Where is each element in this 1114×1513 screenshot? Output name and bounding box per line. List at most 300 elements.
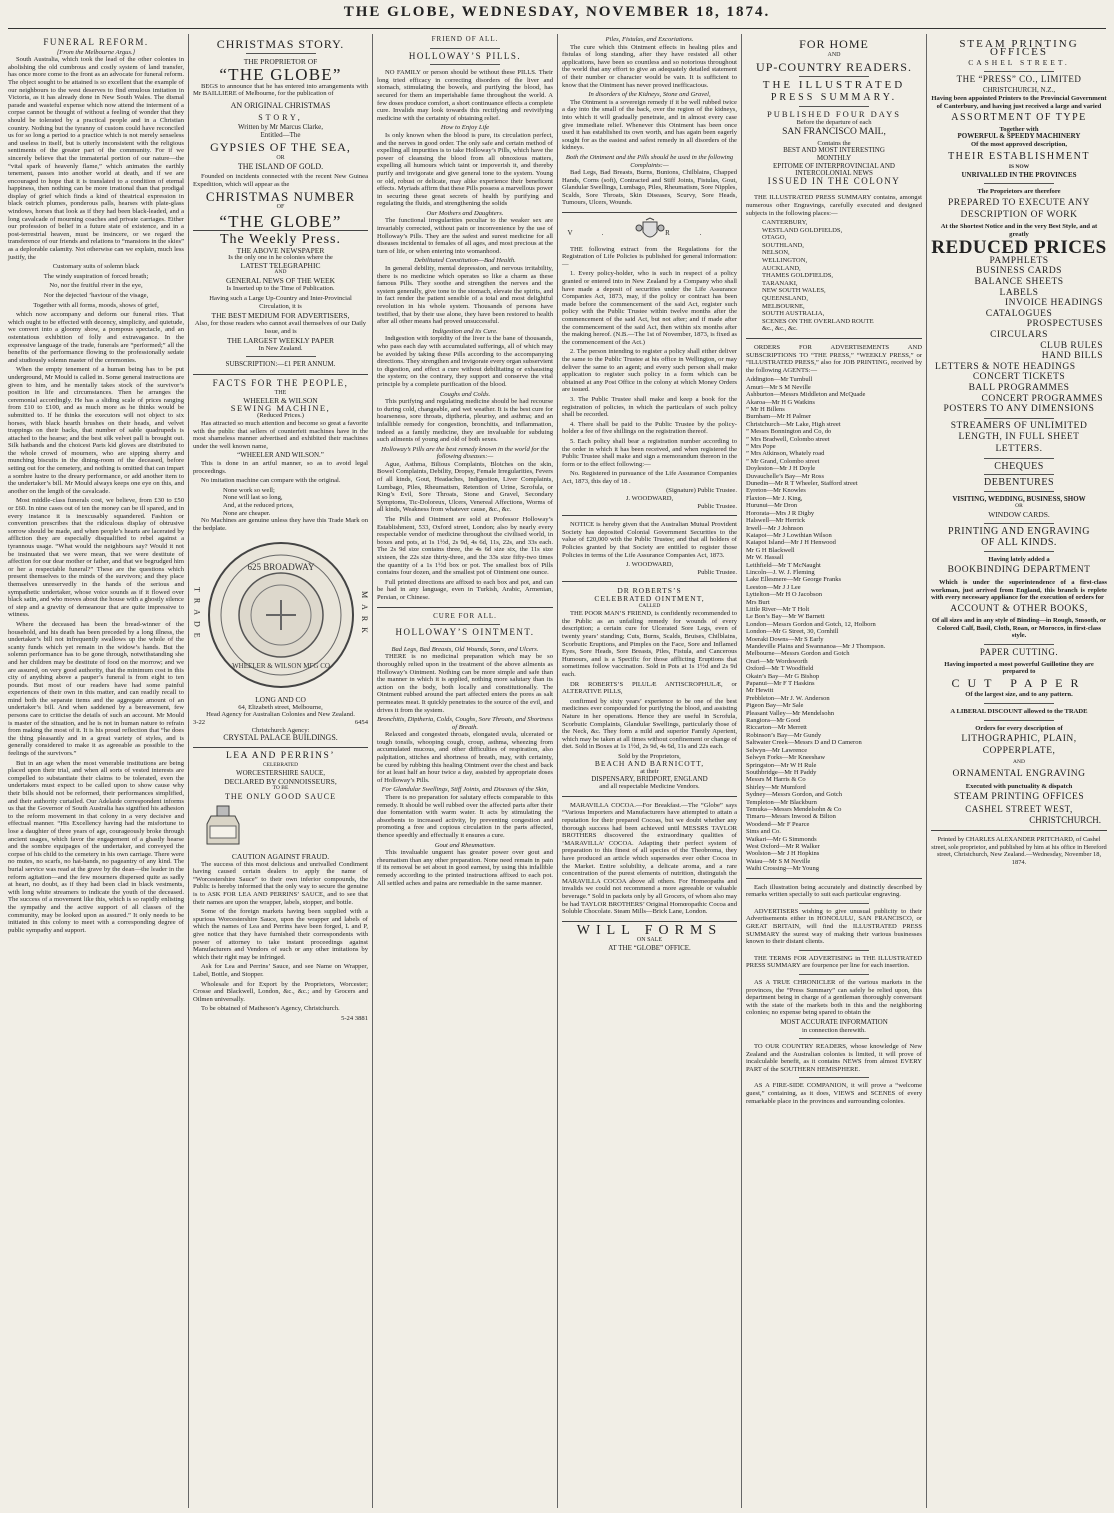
- job-item: CLUB RULES: [1040, 340, 1103, 351]
- ad-line: J. WOODWARD,: [625, 495, 674, 503]
- agent-item: Woodend—Mr F Pearce: [746, 820, 810, 828]
- ad-subheading: Debilitated Constitution—Bad Health.: [414, 257, 516, 265]
- divider: [799, 1038, 869, 1039]
- ad-line: WINDOW CARDS.: [988, 509, 1050, 519]
- verse-line: The windy suspiration of forced breath;: [43, 272, 149, 280]
- ad-text: THE TERMS FOR ADVERTISING in THE ILLUSTRATED PRESS SUMMARY are fourpence per line for each insertion.: [746, 954, 922, 970]
- ad-heading: HOLLOWAY’S OINTMENT.: [395, 627, 535, 638]
- divider: [984, 183, 1054, 184]
- agent-item: Woolston—Mr J H Hopkins: [746, 850, 820, 858]
- agent-item: Shirley—Mr Mumford: [746, 783, 806, 791]
- column-funeral-reform: [8, 36, 184, 1506]
- ad-line: Before the departure of each: [796, 118, 872, 126]
- job-list: [931, 255, 1107, 415]
- ad-text: To be obtained of Matheson’s Agency, Christchurch.: [201, 1005, 340, 1013]
- ad-text: THE ILLUSTRATED PRESS SUMMARY contains, amongst numerous other Engravings, carefully executed and designed subjects in the following places:—: [746, 194, 922, 217]
- ad-text: The Ointment is a sovereign remedy if it be well rubbed twice a day into the small of the back, over the region of the kidneys, into which it will gradually penetrate, and in almost every case give immediate relief. Whenever this Ointment has been once used it has established its own worth, and has again been eagerly sought for as the easiest and safest remedy in all disorders of the kidneys.: [562, 98, 737, 152]
- agent-item: Doyleston—Mr J H Doyle: [746, 465, 816, 473]
- verse-line: And, at the reduced prices,: [223, 501, 294, 509]
- verse-line: Nor the dejected ’haviour of the visage,: [43, 292, 149, 299]
- agent-item: ” Messrs Bonnington and Co, do: [746, 428, 832, 436]
- ad-text: 2. The person intending to register a policy shall either deliver the same to the Public Trustee at his office in Wellington, or may deliver the same to an agent; and every such person shall make application to register such policy in a form which can be obtained at any Post Office in the colony at which Money Orders are issued.: [562, 348, 737, 394]
- ad-line: MOST ACCURATE INFORMATION: [780, 1017, 888, 1026]
- ad-text: Full printed directions are affixed to each box and pot, and can be had in any language, even in Turkish, Arabic, Armenian, Persian, or Chinese.: [377, 578, 553, 601]
- ad-heading: CASHEL STREET WEST,: [965, 803, 1073, 814]
- ad-line: CAUTION AGAINST FRAUD.: [231, 852, 330, 861]
- agent-item: Little River—Mr T Holt: [746, 605, 810, 613]
- ad-heading: FOR HOME: [799, 37, 869, 51]
- printer-imprint: Printed by CHARLES ALEXANDER PRITCHARD, of Cashel street, sole proprietor, and published by him at his office in Hereford street, Christchurch, New Zealand.—Wednesday, November 18, 1874.: [931, 835, 1107, 866]
- ad-subheading: Piles, Fistulas, and Excoriations.: [605, 36, 694, 43]
- divider: [799, 903, 869, 904]
- agent-item: Christchurch—Mr Lake, High street: [746, 420, 841, 428]
- divider: [984, 644, 1054, 645]
- article-paragraph: South Australia, which took the lead of the other colonies in abolishing the old cumbrous and costly system of land transfer, has once more come to the front as an advocate for funeral reform. The object sought to be attained is so excellent that the example of our neighbours to the west deserves to find emulous imitation in Victoria, as it has already done in New South Wales. The dismal parade and wasteful expense which now attend the interment of a corpse cannot be thought of without a feeling of wonder that they should be tolerated by a practical people and in a Christian country. Nothing but the tyranny of custom could have reconciled us for so long a period to a practice which is not merely senseless and useless in itself, but is utterly inconsistent with the religious sentiments of the greater part of the community. For if we sincerely believe that the immaterial portion of our nature—the “vital spark of heavenly flame,” which animates the earthly tenement, passes into another world at death, and if we are encouraged to hope that it is translated to a condition of eternal happiness, then nothing can be more irrational than that prodigal display of grief which finds a kind of theatrical expression in black ostrich plumes, ponderous palls, hearses with plate-glass windows, horses that look as if they had been black-leaded, and a long cavalcade of mourning coaches and private carriages. Either our profession of belief in a future state of existence, and in a post-terrestrial heaven, must be insincere, or we regard the transference of our friends and relations to “mansions in the skies” as a deplorable calamity. Not otherwise can we explain, much less justify, the: [8, 56, 184, 261]
- ad-text: Which is under the superintendence of a first-class workman, just arrived from England, this branch is replete with every necessary appliance for the execution of orders for: [931, 578, 1107, 602]
- ad-line: Christchurch Agency:: [251, 726, 310, 734]
- ad-line: SUBSCRIPTION:—£1 PER ANNUM.: [225, 360, 336, 369]
- ad-subheading: Bronchitis, Diptheria, Colds, Coughs, Sore Throats, and Shortness of Breath.: [377, 716, 553, 731]
- ad-line: UNRIVALLED IN THE PROVINCES: [961, 170, 1077, 179]
- agent-item: London—Mr G Street, 30, Cornhill: [746, 628, 839, 636]
- ad-text: NOTICE is hereby given that the Australian Mutual Provident Society has deposited Colonial Government Securities to the value of £20,000 with the Public Trustee; and that all holders of Policies granted by that Society are entitled to register those Policies in terms of the Life Assurance Companies Act, 1873.: [562, 521, 737, 559]
- ad-heading: FACTS FOR THE PEOPLE,: [212, 378, 349, 388]
- ad-ref-row: [193, 719, 368, 727]
- ad-text: No imitation machine can compare with the original.: [201, 477, 341, 485]
- place-item: SCENES ON THE OVERLAND ROUTE: [762, 317, 874, 325]
- ad-text: The functional irregularities peculiar to the weaker sex are invariably corrected, without pain or inconvenience by the use of Holloway’s Pills. They are the safest and surest medicine for all diseases incidental to females of all ages, and most precious at the turn of life, or when entering into womanhood.: [377, 217, 553, 255]
- agent-item: Prebbleton—Mr J. W. Anderson: [746, 694, 830, 702]
- ad-line: Head Agency for Australian Colonies and New Zealand.: [206, 711, 355, 719]
- ad-heading: REDUCED PRICES: [931, 237, 1107, 259]
- ad-text: Ask for Lea and Perrins’ Sauce, and see Name on Wrapper, Label, Bottle, and Stopper.: [193, 963, 368, 978]
- divider: [562, 212, 737, 213]
- column-christmas-story: [193, 36, 368, 1506]
- agent-item: Dunedin—Mr R T Wheeler, Stafford street: [746, 480, 858, 488]
- ad-line: BEST AND MOST INTERESTING: [783, 146, 885, 155]
- ad-line: J. WOODWARD,: [625, 561, 674, 569]
- divider: [799, 950, 869, 951]
- ad-text: THE POOR MAN’S FRIEND, is confidently recommended to the Public as an unfailing remedy for wounds of every description; a certain cure for Ulcerated Sore Legs, even of twenty years’ standing; Cuts, Burns, Scalds, Bruises, Chilblains, Scorbutic Eruptions, and Pimples on the Face, Sore and Inflamed Eyes, Sore Heads, Sore Breasts, Piles, Fistula, and Cancerous Humours, and is a Specific for those afflicting Eruptions that sometimes follow vaccination. Sold in Pots at 1s 1½d and 2s 9d each.: [562, 610, 737, 678]
- ad-line: GENERAL NEWS OF THE WEEK: [225, 276, 336, 286]
- ad-line: “WHEELER AND WILSON.”: [237, 451, 324, 460]
- ad-heading: PRESS SUMMARY.: [770, 92, 898, 104]
- ad-subheading: Coughs and Colds.: [439, 390, 491, 398]
- agent-item: Irwell—Mr J Johnson: [746, 524, 804, 532]
- ad-line: Executed with punctuality & dispatch: [965, 782, 1073, 790]
- divider: [984, 551, 1054, 552]
- ad-line: VISITING, WEDDING, BUSINESS, SHOW: [952, 494, 1086, 503]
- ad-line: WORCESTERSHIRE SAUCE,: [235, 769, 326, 778]
- divider: [193, 374, 368, 375]
- agent-item: Sydney—Messrs Gordon, and Gotch: [746, 791, 843, 799]
- ad-text: confirmed by sixty years’ experience to be one of the best medicines ever compounded for purifying the blood, and assisting Nature in her operations. Hence they are useful in Scrofula, Scorbutic Complaints, Glandular Swellings, particularly those of the Neck, &c. They form a mild and superior Family Aperient, which may be taken at all times without confinement or change of diet. Sold in Boxes at 1s 1½d, 2s 9d, 4s 6d, 11s and 22s each.: [562, 697, 737, 751]
- column-divider: [741, 34, 742, 1508]
- ad-line: EPITOME OF INTERPROVINCIAL AND: [773, 161, 895, 170]
- ad-line: CELEBRATED: [262, 762, 299, 769]
- divider: [931, 830, 1107, 831]
- agent-item: Moeraki Downs—Mr S Early: [746, 635, 824, 643]
- ad-heading: “THE GLOBE”: [219, 211, 342, 231]
- divider: [799, 106, 869, 107]
- ad-heading: CHRISTMAS NUMBER: [205, 189, 356, 205]
- agent-item: Selwyn Forks—Mr Kneeshaw: [746, 754, 826, 762]
- verse-line: None will last so long,: [223, 494, 283, 502]
- ad-line: 64, Elizabeth street, Melbourne,: [238, 703, 323, 711]
- job-item: CATALOGUES: [985, 308, 1053, 319]
- ad-heading: DEBENTURES: [984, 477, 1054, 489]
- agent-item: Lyttelton—Mr H O Jacobson: [746, 591, 823, 599]
- ad-heading: STREAMERS OF UNLIMITED: [950, 420, 1088, 431]
- ad-heading: THE “PRESS” CO., LIMITED: [956, 73, 1082, 84]
- trade-mark-seal-icon: [206, 540, 356, 690]
- place-item: NEW SOUTH WALES,: [762, 287, 826, 295]
- place-item: AUCKLAND,: [762, 264, 801, 272]
- ad-line: CHRISTCHURCH, N.Z.,: [982, 86, 1056, 95]
- ad-line: TO BE: [272, 785, 289, 792]
- place-item: SOUTH AUSTRALIA,: [762, 310, 825, 318]
- ad-text: There is no preparation for salutary effects comparable to this remedy. It should be well rubbed over the affected parts after their due fomentation with warm water. It acts by stimulating the absorbents to increased activity, by preventing congestion and promoting a free and copious circulation in the parts affected, thence speedily and effectually it ensures a cure.: [377, 794, 553, 839]
- ad-line: PUBLISHED FOUR DAYS: [766, 108, 902, 119]
- ad-line: CALLED: [638, 602, 661, 609]
- agent-item: ” Mr H Billens: [746, 406, 785, 413]
- ad-text: Wholesale and for Export by the Proprietors, Worcester; Crosse and Blackwell, London, &c., &c.; and by Grocers and Oilmen universally.: [193, 980, 368, 1003]
- agent-item: Messrs M Harris & Co: [746, 776, 806, 784]
- ad-line: CURE FOR ALL.: [433, 611, 497, 620]
- ad-line: At the Shortest Notice and in the very Best Style, and at greatly: [940, 223, 1098, 238]
- divider: [984, 523, 1054, 524]
- ad-heading: GYPSIES OF THE SEA,: [210, 140, 351, 155]
- ad-line: Contains the: [817, 139, 851, 147]
- agent-item: Saltwater Creek—Messrs D and D Cameron: [746, 739, 862, 747]
- agent-item: Okain’s Bay—Mr G Bishop: [746, 672, 820, 680]
- agent-item: Burnham—Mr H Palmer: [746, 413, 811, 421]
- agent-item: Mandeville Plains and Swannanoa—Mr J Thompson.: [746, 643, 886, 650]
- ad-heading: PRINTING AND ENGRAVING: [948, 525, 1090, 537]
- column-notices: [562, 36, 737, 1506]
- divider: [984, 458, 1054, 459]
- agent-item: Le Bon’s Bay—Mr W Barnett: [746, 613, 825, 621]
- ad-heading: “THE GLOBE”: [219, 65, 342, 85]
- ad-text: Founded on incidents connected with the recent New Guinea Expedition, which will appear as the: [193, 173, 368, 188]
- divider: [377, 607, 553, 608]
- ad-subheading: Indigestion and its Cure.: [432, 327, 498, 335]
- ad-text: Each illustration being accurately and distinctly described by remarks written specially to suit each particular engraving.: [746, 883, 922, 899]
- masthead-rule: [8, 28, 1106, 29]
- agent-item: Oxford—Mr T Woodfield: [746, 665, 814, 673]
- ad-text: No. Registered in pursuance of the Life Assurance Companies Act, 1873, this day of 18 .: [562, 470, 737, 485]
- ad-heading: WILL FORMS: [576, 922, 723, 938]
- agent-item: Melbourne—Messrs Gordon and Gotch: [746, 650, 850, 658]
- agent-item: ” Mrs Bradwell, Colombo street: [746, 435, 830, 443]
- ad-line: ON SALE: [636, 937, 663, 944]
- ad-heading: OF ALL KINDS.: [981, 537, 1057, 549]
- ad-line: A LIBERAL DISCOUNT allowed to the TRADE: [950, 708, 1088, 716]
- agent-item: Waihi Crossing—Mr Young: [746, 865, 819, 873]
- ad-heading: DESCRIPTION OF WORK: [960, 209, 1078, 220]
- job-item: HAND BILLS: [1041, 351, 1103, 362]
- ad-line: and all respectable Medicine Vendors.: [599, 783, 700, 791]
- column-divider: [926, 34, 927, 1508]
- ad-line: THE ONLY GOOD SAUCE: [224, 791, 336, 801]
- agent-item: Pigeon Bay—Mr Sale: [746, 702, 804, 710]
- ad-heading: CHRISTCHURCH.: [1029, 815, 1101, 826]
- ad-line: Public Trustee.: [697, 502, 737, 510]
- agent-item: Sims and Co.: [746, 828, 781, 836]
- agent-item: Flaxton—Mr J. King,: [746, 494, 803, 502]
- article-paragraph: When the empty tenement of a human being has to be put underground, Mr Mould is called in. Some general instructions are given to him, and he mentally takes stock of the survivor’s position in life and circumstances. Then he arranges the ceremonial accordingly. He has a sliding scale of prices ranging from £10 to £100, and as much more as he thinks would be submitted to. If he thinks the executors will not object to six horses, with black hearth brushes on their heads, and velvet trappings on their backs, that number of sable quadrupeds is attached to the hearse; and the best silk velvet pall is brought out. Silk hatbands and the choicest Paris kid gloves are distributed to the whole crowd of mourners, who are sipping sherry and munching biscuits in the dining-room of the deceased, before setting out for the cemetery, and nothing is omitted that can impart a sombre lustre to the dreary performance, or add another item to the undertaker’s bill. Mr Mould always keeps one eye on this, and another on the length of the cavalcade.: [8, 366, 184, 495]
- agent-item: Waiau—Mr S M Neville: [746, 857, 811, 865]
- ad-line: Having lately added a: [988, 555, 1050, 563]
- verse-line: No, nor the fruitful river in the eye,: [49, 282, 143, 290]
- divider: [746, 878, 922, 879]
- article-paragraph: But in an age when the most venerable institutions are being placed upon their trial, and when all sorts of vested interests are compelled to substantiate their claims to be tolerated, even the undertakers must expect to be called upon to show cause why their bills should not be reformed, their performances simplified, and their authority curtailed. Our Adelaide correspondent informs us that the Governor of South Australia has signified his adhesion to the reform movement in that colony in a very decisive and effectual manner. “His Excellency having had the misfortune to lose a daughter of three years of age, courageously broke through ancient usages, which favor the engagement of a ghastly hearse and the sombre equipages of the undertaker, and conveyed the corpse of his child to the cemetery in his own carriage. There were no mutes, no scarfs, no hat-bands, no pageantry of any kind. The burial service was read at the grave by the dean—the leader in the reform agitation—and the few mourners dispersed quite as sadly at heart, no doubt, as if they had been clad in black vestments, with long white streamers to indicate the youth of the deceased. The success of a movement like this, which is so rapidly enlisting the sympathy and the active support of all classes of the community, may be looked upon as assured.” It only needs to be initiated in this colony to meet with a corresponding degree of public sympathy and support.: [8, 759, 184, 934]
- ad-heading: CHRISTMAS STORY.: [216, 37, 345, 51]
- ad-text: ORDERS FOR ADVERTISEMENTS AND SUBSCRIPTIONS TO “THE PRESS,” “WEEKLY PRESS,” or “ILLUSTRATED PRESS,” also for JOB PRINTING, received by the following AGENTS:—: [746, 344, 922, 374]
- ad-line: Together with: [999, 125, 1039, 133]
- ad-line: LONG AND CO: [255, 695, 306, 705]
- article-paragraph: Where the deceased has been the bread-winner of the household, and his death has been preceded by a long illness, the undertaker’s bill not infrequently swallows up the whole of the scanty funds which yet remain in the widow’s hands. But the solemn performance has to be gone through, notwithstanding she and her children may be destitute of food on the morrow; and we are assured, on very good authority, that the minimum cost in this city of anything above a pauper’s funeral is from eight to ten pounds. But most of our readers have had some painful experiences of their own in this matter, and can readily recall to mind both the separate items and the aggregate amount of an undertaker’s bill. And when saddened by a bereavement, few persons care to criticise the details of such an account. Mr Mould is master of the situation, and he is not in human nature to refrain from making the most of it. It is his proud reflection that “he does the thing pleasantly and in a great variety of styles, and is generally considered to make it as agreeable as possible to the feelings of the survivors.”: [8, 620, 184, 758]
- agent-item: Hororata—Mrs J R Digby: [746, 509, 815, 517]
- ad-text: THE following extract from the Regulations for the Registration of Life Policies is published for general information:—: [562, 245, 737, 268]
- ad-heading: The Weekly Press.: [220, 232, 341, 248]
- ad-line: Orders for every description of: [975, 724, 1063, 732]
- job-item: PAMPHLETS: [989, 255, 1049, 266]
- ad-text: NO FAMILY or person should be without these PILLS. Their long tried efficacy in correcting disorders of the liver and stomach, stimulating the bowels, and purifying the blood, has secured for them an imperishable fame throughout the world. A few doses produce comfort, a short continuance effects a complete cure. Invalids may look towards this rectifying and revivifying medicine with the certainty of obtaining relief.: [377, 69, 553, 122]
- ad-heading: PREPARED TO EXECUTE ANY: [948, 197, 1090, 208]
- ad-text: 5. Each policy shall bear a registration number according to the order in which it has been received, and when registered the Public Trustee shall make and sign a memorandum thereon in the form or to the effect following:—: [562, 437, 737, 468]
- agent-item: Hurunui—Mr Dron: [746, 502, 798, 510]
- ad-line: DISPENSARY, BRIDPORT, ENGLAND: [591, 774, 708, 783]
- ad-line: Is Inserted up to the Time of Publication.: [226, 284, 335, 292]
- place-item: OTAGO,: [762, 234, 787, 242]
- agent-item: Akaroa—Mr H G Watkins: [746, 398, 815, 406]
- ad-text: ADVERTISERS wishing to give unusual publicity to their Advertisements either in HONOLULU, SAN FRANCISCO, or GREAT BRITAIN, will find the ILLUSTRATED PRESS SUMMARY the surest way of making their various businesses known to their distant clients.: [746, 907, 922, 946]
- place-item: TARANAKI,: [762, 279, 798, 287]
- job-item: CIRCULARS: [990, 330, 1048, 341]
- seal-bottom-text: WHEELER & WILSON MFG CO: [231, 662, 330, 671]
- agent-item: Lincoln—J. W. J. Fleming: [746, 568, 815, 576]
- divider: [246, 356, 316, 357]
- ad-text: AS A FIRE-SIDE COMPANION, it will prove a “welcome guest,” containing, as it does, VIEWS and SCENES of every remarkable place in the provinces and surrounding colonies.: [746, 1082, 922, 1105]
- ad-subheading: In disorders of the Kidneys, Stone and Gravel,: [588, 91, 711, 99]
- agent-item: Duvauchelle’s Bay—Mr Ross: [746, 472, 824, 480]
- ad-line: AND: [1013, 759, 1025, 766]
- ad-line: ISSUED IN THE COLONY: [767, 175, 901, 186]
- divider: [562, 515, 737, 516]
- agent-item: Leithfield—Mr T McNaught: [746, 561, 821, 569]
- ad-ref: 3-22: [193, 719, 206, 727]
- divider: [799, 76, 869, 77]
- divider: [984, 720, 1054, 721]
- agent-item: Mr Hewitt: [746, 687, 774, 695]
- column-steam-printing: [931, 36, 1107, 1506]
- divider: [746, 338, 922, 339]
- job-item: LABELS: [999, 287, 1039, 298]
- ad-line: (Signature) Public Trustee.: [666, 487, 737, 495]
- ad-line: Of the largest size, and to any pattern.: [965, 691, 1073, 699]
- column-illustrated-press: [746, 36, 922, 1506]
- ad-line: Public Trustee.: [697, 568, 737, 576]
- trade-label: TRADE: [192, 586, 202, 644]
- ad-heading: THE ILLUSTRATED: [762, 78, 906, 91]
- ad-heading: LETTERS.: [995, 443, 1043, 454]
- ad-text: Having imported a most powerful Guillotine they are prepared to: [944, 660, 1094, 676]
- ad-heading: ASSORTMENT OF TYPE: [951, 112, 1087, 124]
- agent-item: Southbridge—Mr H Paddy: [746, 768, 817, 776]
- masthead: THE GLOBE, WEDNESDAY, NOVEMBER 18, 1874.: [343, 4, 771, 20]
- ad-heading: UP-COUNTRY READERS.: [756, 60, 912, 75]
- ad-heading: HOLLOWAY’S PILLS.: [408, 50, 522, 61]
- ad-line: OR: [1015, 503, 1023, 510]
- ad-line: Sold by the Proprietors,: [618, 752, 681, 760]
- ad-line: CRYSTAL PALACE BUILDINGS.: [223, 733, 338, 743]
- divider: [430, 624, 500, 625]
- ad-line: in connection therewith.: [802, 1026, 866, 1034]
- ad-line: Also, for those readers who cannot avail themselves of our Daily Issue, and is: [194, 320, 367, 335]
- ad-heading: PAPER CUTTING.: [979, 647, 1059, 658]
- ad-text: Is only known when the blood is pure, its circulation perfect, and the nerves in good order. The only safe and certain method of expelling all impurities is to take Holloway’s Pills, which have the power of cleansing the blood from all obnoxious matters, expelling all humours which taint or impoverish it, and thereby purify and invigorate and give general tone to the system. Young or old, robust or delicate, may alike experience their beneficent effects. Myriads affirm that these Pills possess a marvellous power in securing these great secrets of health by purifying and regulating the fluids, and strengthening the solids: [377, 131, 553, 208]
- divider: [799, 1077, 869, 1078]
- ad-line: LATEST TELEGRAPHIC: [240, 260, 321, 270]
- place-item: SOUTHLAND,: [762, 241, 804, 249]
- divider: [984, 474, 1054, 475]
- ad-subheading: Holloway’s Pills are the best remedy known in the world for the following diseases:—: [381, 445, 549, 461]
- column-divider: [557, 34, 558, 1508]
- agent-item: Rangiora—Mr Good: [746, 717, 801, 725]
- mark-label: MARK: [360, 591, 369, 640]
- ad-text: Of all sizes and in any style of Binding—in Rough, Smooth, or Colored Calf, Basil, Cloth, Roan, or Morocco, in first-class style.: [931, 617, 1107, 640]
- ad-line: THE ISLAND OF GOLD.: [237, 161, 324, 171]
- divider: [430, 48, 500, 49]
- ad-text: AS A TRUE CHRONICLER of the various markets in the provinces, the “Press Summary” can safely be relied upon, this department being in charge of a gentleman thoroughly conversant with the state of the markets both in this and the neighboring colonies; no expense being spared to obtain the: [746, 978, 922, 1017]
- ad-line: SAN FRANCISCO MAIL,: [782, 127, 886, 138]
- ad-line: Is the only one in he colonies where the: [228, 254, 333, 262]
- job-item: POSTERS TO ANY DIMENSIONS: [943, 404, 1095, 415]
- ad-line: at their: [640, 768, 659, 776]
- article-paragraph: Most middle-class funerals cost, we believe, from £30 to £50 or £60. In nine cases out of ten the money can be ill spared, and in every instance it is inexcusably squandered. Fashion or convention prescribes that the ridiculous display of obtrusive sorrow should be made, and when people’s hearts are lacerated by affliction they are especially disqualified to rebel against a tyrannous usage. “What would the neighbours say? Would it not be insinuated that we were mean, that we were destitute of affection for our dear mother or father, and that we begrudged him or her a respectable funeral?” These are the questions which present themselves to the minds of the survivors; and they place themselves unreservedly in the hands of the serious and sympathetic undertaker, whose voice sounds as if it flowed over black satin, and who moves about the house with a ghostly silence of step and a gravity of demeanour that are quite impressive to witness.: [8, 497, 184, 619]
- seal-top-text: 625 BROADWAY: [247, 562, 314, 573]
- agent-item: Mrs Burt: [746, 598, 770, 606]
- agent-item: Templeton—Mr Blackburn: [746, 798, 817, 806]
- agent-item: ” Mr Grand, Colombo street: [746, 457, 820, 465]
- ad-line: WHEELER & WILSON: [243, 396, 318, 406]
- ad-line: AT THE “GLOBE” OFFICE.: [608, 943, 691, 952]
- job-item: BALANCE SHEETS: [974, 277, 1064, 288]
- ad-text: No Machines are genuine unless they have this Trade Mark on the bedplate.: [193, 517, 368, 532]
- ad-line: THE BEST MEDIUM FOR ADVERTISERS,: [211, 311, 350, 321]
- agent-item: Orari—Mr Wordsworth: [746, 657, 808, 665]
- ad-text: Ague, Asthma, Bilious Complaints, Blotches on the skin, Bowel Complaints, Debility, Dropsy, Female Irregularities, Fevers of all kinds, Gout, Headaches, Indigestion, Liver Complaints, Lumbago, Piles, Rheumatism, Retention of Urine, Scrofula, or King’s Evil, Sore Throats, Stone and Gravel, Secondary Symptoms, Tic-Doloreux, Ulcers, Venereal Affections, Worms of all kinds, Weakness from whatever cause, &c., &c.: [377, 460, 553, 514]
- ad-subheading: Our Mothers and Daughters.: [426, 209, 504, 217]
- place-item: WESTLAND GOLDFIELDS,: [762, 226, 843, 234]
- sauce-bottle-icon: [193, 804, 253, 846]
- agent-item: Riccarton—Mr Merrett: [746, 724, 807, 732]
- ad-text: 4. There shall be paid to the Public Trustee by the policy-holder a fee of five shillings on the registration thereof.: [562, 420, 737, 436]
- agent-item: Eyreton—Mr Knowles: [746, 487, 806, 495]
- place-item: WELLINGTON,: [762, 257, 808, 265]
- ad-text: Relaxed and congested throats, elongated uvula, ulcerated or tough tonsils, whooping cough, croup, asthma, wheezing from accumulated mucous, and other difficulties of respiration, also palpitation, stitches and shortness of breath, may, with certainty, be cured by rubbing this healing Ointment over the chest and back for at least half an hour twice a day, assisted by appropriate doses of Holloway’s Pills.: [377, 731, 553, 784]
- agent-item: ” Mrs Pope: [746, 443, 776, 451]
- ad-heading: STEAM PRINTING OFFICES: [959, 38, 1079, 58]
- ad-heading: LENGTH, IN FULL SHEET: [958, 432, 1080, 443]
- verse-line: None are cheaper.: [223, 509, 271, 517]
- ad-text: This is done in an artful manner, so as to avoid legal proceedings.: [193, 459, 368, 475]
- ad-text: DR ROBERTS’S PILULÆ ANTISCROPHULÆ, or ALTERATIVE PILLS,: [562, 680, 737, 696]
- ad-line: STORY,: [258, 112, 303, 122]
- ad-line: AND: [274, 269, 287, 276]
- agent-item: Kaiapoi—Mr J Lowthian Wilson: [746, 531, 832, 539]
- ad-text: The success of this most delicious and unrivalled Condiment having caused certain dealers to apply the name of “Worcestershire Sauce” to their own inferior compounds, the Public is hereby informed that the only way to secure the genuine is to ASK FOR LEA AND PERRINS’ SAUCE, and to see that their names are upon the wrapper, labels, stopper, and bottle.: [193, 860, 368, 906]
- ad-line: THE: [274, 389, 287, 396]
- divider: [430, 641, 500, 642]
- ad-line: OF: [276, 203, 285, 210]
- place-item: NELSON,: [762, 249, 790, 257]
- job-item: LETTERS & NOTE HEADINGS: [935, 361, 1076, 372]
- vr-initials: V. R.: [567, 229, 732, 238]
- ad-line: THE LARGEST WEEKLY PAPER: [227, 336, 334, 346]
- ad-heading: CELEBRATED OINTMENT,: [594, 594, 705, 603]
- ad-line: INTERCOLONIAL NEWS: [795, 169, 873, 178]
- ad-line: (Reduced Prices.): [257, 412, 304, 420]
- ad-text: Some of the foreign markets having been supplied with a spurious Worcestershire Sauce, upon the wrapper and labels of which the names of Lea and Perrins have been forged, L and P, give notice that they have furnished their correspondents with power of attorney to take instant proceedings against Manufacturers and Vendors of such or any other imitations by which their right may be infringed.: [193, 908, 368, 961]
- ad-text: In general debility, mental depression, and nervous irritability, there is no medicine which operates so like a charm as these famous Pills. They soothe and strengthen the nerves and the system generally, give tone to the stomach, elevate the spirits, and in fact render the patient sensible of a total and most delightful revolution in his whole system. Thousands of persons have testified, that by their use alone, they have been restored to health after all other means had proved unsuccessful.: [377, 265, 553, 326]
- ad-line: FRIEND OF ALL.: [431, 35, 499, 43]
- ad-heading: LITHOGRAPHIC, PLAIN,: [961, 734, 1077, 745]
- ad-subheading: Both the Ointment and the Pills should be used in the following Complaints:—: [565, 153, 734, 169]
- ad-line: Entitled—The: [260, 130, 301, 139]
- ad-line: SEWING MACHINE,: [230, 402, 331, 413]
- places-list: [746, 219, 922, 333]
- place-item: &c., &c., &c.: [762, 325, 798, 333]
- place-item: QUEENSLAND,: [762, 295, 808, 303]
- ad-heading: BOOKBINDING DEPARTMENT: [947, 565, 1091, 576]
- ad-heading: CHEQUES: [994, 460, 1044, 472]
- divider: [984, 418, 1054, 419]
- agent-item: Robinson’s Bay—Mr Gundy: [746, 731, 822, 739]
- agent-item: Timaru—Messrs Inwood & Bilton: [746, 813, 836, 821]
- job-item: CONCERT TICKETS: [972, 372, 1066, 383]
- ad-subheading: How to Enjoy Life: [440, 124, 490, 132]
- ad-heading: ORNAMENTAL ENGRAVING: [952, 769, 1086, 779]
- ad-text: This purifying and regulating medicine should be had recourse to during cold, changeable, and wet weather. It is the best cure for hoarseness, sore throats, diptheria, pleurisy, and asthma; and an infallible remedy for congestion, bronchitis, and inflammation, indeed as a family medicine, they are invaluable for subduing such ailments of young and old of both sexes.: [377, 398, 553, 444]
- ad-subheading: Gout and Rheumatism.: [434, 841, 496, 849]
- agent-item: Waikari—Mr G Simmonds: [746, 835, 817, 843]
- ad-line: Written by Mr Marcus Clarke,: [237, 123, 324, 132]
- ad-ref: 5-24 3881: [341, 1014, 368, 1022]
- agent-item: ” Mrs Atkinson, Whately road: [746, 450, 825, 458]
- ad-line: Having such a Large Up-Country and Inter-Provincial Circulation, it is: [209, 295, 352, 310]
- agent-item: Ashburton—Messrs Middleton and McQuade: [746, 391, 866, 399]
- ad-heading: STEAM PRINTING OFFICES: [953, 792, 1085, 803]
- ad-heading: CUT PAPER: [951, 675, 1087, 690]
- divider: [799, 189, 869, 190]
- divider: [193, 747, 368, 748]
- trade-mark-block: [193, 534, 368, 696]
- ad-text: 1. Every policy-holder, who is such in respect of a policy granted or entered into in New Zealand by a Company who shall have made a deposit of securities under the Life Assurance Companies Act, 1873, may, if the policy or contract has been made before the commencement of the said Act, register such policy with the Public Trustee within twelve months after the commencement of the said Act, but not after; and if made after the commencement of the said Act, then within six months after the making hereof. (N.B.—The 1st of November, 1873, is fixed as the commencement of the Act.): [562, 270, 737, 346]
- place-item: CANTERBURY,: [762, 219, 808, 227]
- agent-item: Mr W. Hassall: [746, 554, 784, 562]
- ad-text: 3. The Public Trustee shall make and keep a book for the registration of policies, in which the particulars of such policy shall be recorded.: [562, 395, 737, 419]
- ad-line: POWERFUL & SPEEDY MACHINERY: [957, 132, 1081, 141]
- ad-heading: THEIR ESTABLISHMENT: [948, 150, 1090, 162]
- agent-item: Mr G H Blackwell: [746, 546, 795, 554]
- agent-item: Papanui—Mr F T Haskins: [746, 680, 815, 688]
- ad-subheading: Bad Legs, Bad Breasts, Old Wounds, Sores, and Ulcers.: [391, 645, 539, 653]
- column-divider: [372, 34, 373, 1508]
- agent-item: Selwyn—Mr Lawrence: [746, 746, 808, 754]
- ad-line: IS NOW: [1008, 164, 1030, 171]
